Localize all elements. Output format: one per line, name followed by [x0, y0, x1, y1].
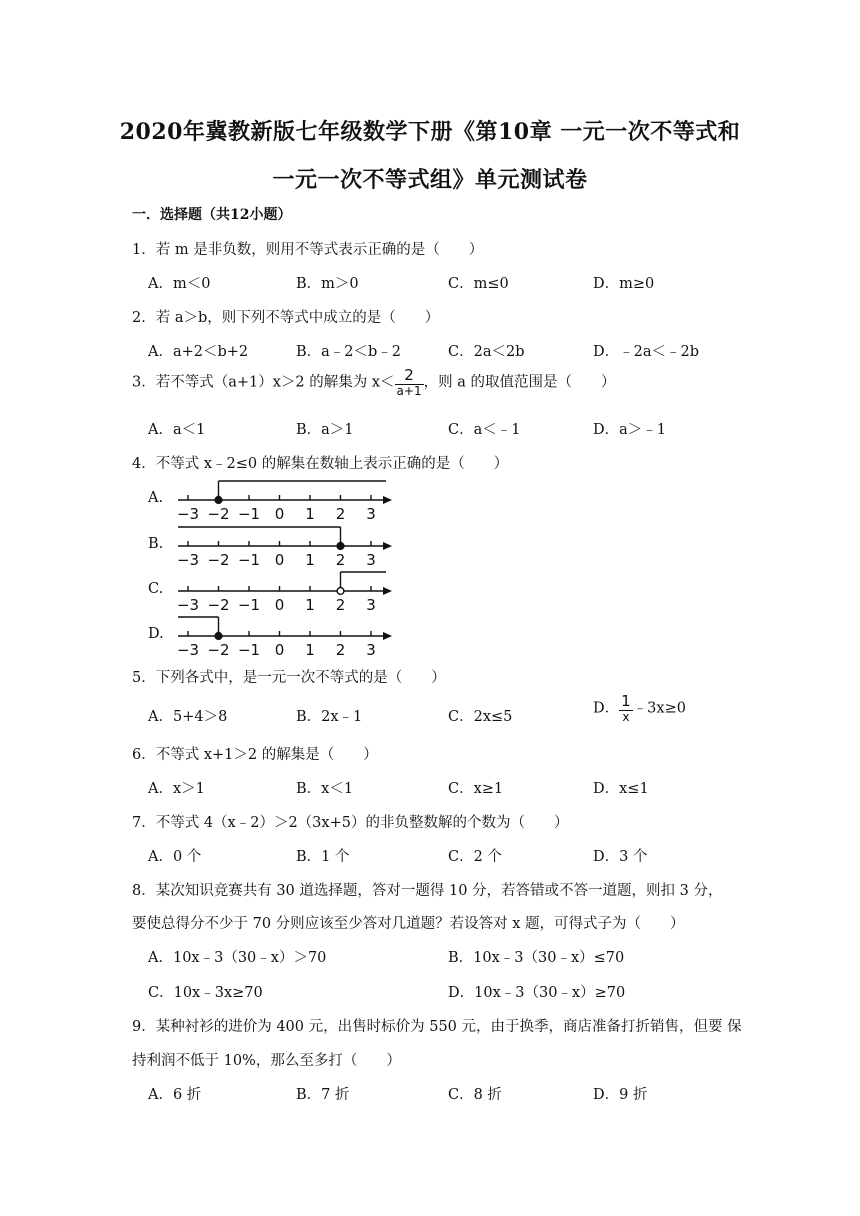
number-line-tick-label: −1 — [237, 641, 261, 659]
q4-number-line-c — [170, 569, 410, 613]
number-line-tick-label: 2 — [335, 641, 346, 659]
number-line-tick-label: 3 — [366, 641, 376, 659]
section-heading: 一．选择题（共12小题） — [132, 207, 292, 223]
number-line-tick-label: 2 — [335, 596, 346, 614]
q1-option-c: C．m≤0 — [448, 276, 509, 292]
number-line-tick-label: 0 — [274, 641, 285, 659]
q5-option-d-numerator: 1 — [621, 692, 631, 710]
number-line-tick-label: 0 — [274, 596, 285, 614]
q2-option-d: D．﹣2a＜﹣2b — [593, 344, 700, 360]
number-line-tick-label: −1 — [237, 505, 261, 523]
q3-fraction-numerator: 2 — [395, 368, 424, 385]
q6-option-d: D．x≤1 — [593, 781, 649, 797]
number-line-tick-label: −3 — [176, 641, 200, 659]
question-8-line2: 要使总得分不少于 70 分则应该至少答对几道题？若设答对 x 题，可得式子为（ ） — [132, 916, 685, 932]
q5-option-d-rest: ﹣3x≥0 — [632, 700, 686, 717]
q3-option-d: D．a＞﹣1 — [593, 422, 666, 438]
q3-option-c: C．a＜﹣1 — [448, 422, 521, 438]
q7-option-d: D．3 个 — [593, 849, 648, 865]
q5-option-b: B．2x﹣1 — [296, 709, 363, 725]
q6-option-a: A．x＞1 — [148, 781, 205, 797]
q4-option-d-label: D. — [148, 626, 164, 642]
q5-option-c: C．2x≤5 — [448, 709, 513, 725]
number-line-tick-label: −2 — [207, 505, 230, 523]
number-line-tick-label: −3 — [176, 551, 200, 569]
solution-endpoint — [215, 633, 222, 640]
number-line-tick-label: 1 — [305, 551, 315, 569]
q6-option-b: B．x＜1 — [296, 781, 354, 797]
question-4: 4．不等式 x﹣2≤0 的解集在数轴上表示正确的是（ ） — [132, 456, 509, 472]
q9-option-d: D．9 折 — [593, 1087, 648, 1103]
question-1: 1．若 m 是非负数，则用不等式表示正确的是（ ） — [132, 242, 484, 258]
number-line-tick-label: 2 — [335, 505, 346, 523]
number-line-tick-label: 1 — [305, 505, 315, 523]
number-line-tick-label: −3 — [176, 596, 200, 614]
q3-fraction — [395, 368, 424, 397]
q1-option-a: A．m＜0 — [148, 276, 211, 292]
q5-option-d-label: D． — [593, 700, 620, 717]
q4-number-line-d — [170, 614, 410, 658]
question-9-line1: 9．某种衬衫的进价为 400 元，出售时标价为 550 元，由于换季，商店准备打折销售，但要 保 — [132, 1019, 742, 1035]
number-line-tick-label: −2 — [207, 641, 230, 659]
number-line-arrowhead — [383, 632, 392, 640]
q3-text-after: ，则 a 的取值范围是（ ） — [423, 374, 616, 391]
solution-endpoint — [337, 588, 344, 595]
question-2: 2．若 a＞b，则下列不等式中成立的是（ ） — [132, 310, 440, 326]
number-line-tick-label: 3 — [366, 596, 376, 614]
q8-option-a: A．10x﹣3（30﹣x）＞70 — [148, 950, 327, 966]
number-line-arrowhead — [383, 542, 392, 550]
q3-fraction-denominator: a+1 — [396, 383, 422, 398]
number-line-arrowhead — [383, 587, 392, 595]
q7-option-b: B．1 个 — [296, 849, 350, 865]
q4-number-line-b — [170, 524, 410, 568]
q4-option-a-label: A. — [148, 490, 164, 506]
number-line-tick-label: 1 — [305, 641, 315, 659]
q5-option-a: A．5+4＞8 — [148, 709, 228, 725]
doc-title-line2: 一元一次不等式组》单元测试卷 — [272, 167, 588, 193]
q2-option-a: A．a+2＜b+2 — [148, 344, 249, 360]
q5-option-d-fraction — [619, 694, 633, 723]
question-5: 5．下列各式中，是一元一次不等式的是（ ） — [132, 670, 446, 686]
q7-option-c: C．2 个 — [448, 849, 502, 865]
question-8-line1: 8．某次知识竞赛共有 30 道选择题，答对一题得 10 分，若答错或不答一道题，则扣 3 分， — [132, 883, 723, 899]
q3-option-b: B．a＞1 — [296, 422, 354, 438]
q8-option-b: B．10x﹣3（30﹣x）≤70 — [448, 950, 625, 966]
q4-option-c-label: C. — [148, 581, 164, 597]
q8-option-d: D．10x﹣3（30﹣x）≥70 — [448, 985, 626, 1001]
q5-option-d-denominator: x — [622, 709, 630, 724]
q8-option-c: C．10x﹣3x≥70 — [148, 985, 263, 1001]
number-line-tick-label: 3 — [366, 505, 376, 523]
q9-option-b: B．7 折 — [296, 1087, 350, 1103]
number-line-tick-label: 3 — [366, 551, 376, 569]
number-line-tick-label: −2 — [207, 596, 230, 614]
q6-option-c: C．x≥1 — [448, 781, 504, 797]
number-line-tick-label: −1 — [237, 551, 261, 569]
q7-option-a: A．0 个 — [148, 849, 202, 865]
number-line-tick-label: 2 — [335, 551, 346, 569]
solution-endpoint — [215, 497, 222, 504]
question-3 — [132, 368, 615, 397]
q4-number-line-a — [170, 478, 410, 522]
q2-option-b: B．a﹣2＜b﹣2 — [296, 344, 402, 360]
q9-option-c: C．8 折 — [448, 1087, 502, 1103]
q4-option-b-label: B. — [148, 536, 164, 552]
number-line-tick-label: −2 — [207, 551, 230, 569]
q1-option-d: D．m≥0 — [593, 276, 655, 292]
number-line-tick-label: 1 — [305, 596, 315, 614]
q3-option-a: A．a＜1 — [148, 422, 206, 438]
number-line-tick-label: −1 — [237, 596, 261, 614]
number-line-tick-label: 0 — [274, 505, 285, 523]
q3-text-before: 3．若不等式（a+1）x＞2 的解集为 x＜ — [132, 374, 395, 391]
q5-option-d — [593, 694, 686, 723]
q1-option-b: B．m＞0 — [296, 276, 359, 292]
q9-option-a: A．6 折 — [148, 1087, 202, 1103]
doc-title-line1: 2020年冀教新版七年级数学下册《第10章 一元一次不等式和 — [119, 119, 741, 145]
q2-option-c: C．2a＜2b — [448, 344, 525, 360]
number-line-arrowhead — [383, 496, 392, 504]
number-line-tick-label: 0 — [274, 551, 285, 569]
solution-endpoint — [337, 543, 344, 550]
question-6: 6．不等式 x+1＞2 的解集是（ ） — [132, 747, 378, 763]
question-9-line2: 持利润不低于 10%，那么至多打（ ） — [132, 1053, 401, 1069]
question-7: 7．不等式 4（x﹣2）＞2（3x+5）的非负整数解的个数为（ ） — [132, 815, 569, 831]
number-line-tick-label: −3 — [176, 505, 200, 523]
